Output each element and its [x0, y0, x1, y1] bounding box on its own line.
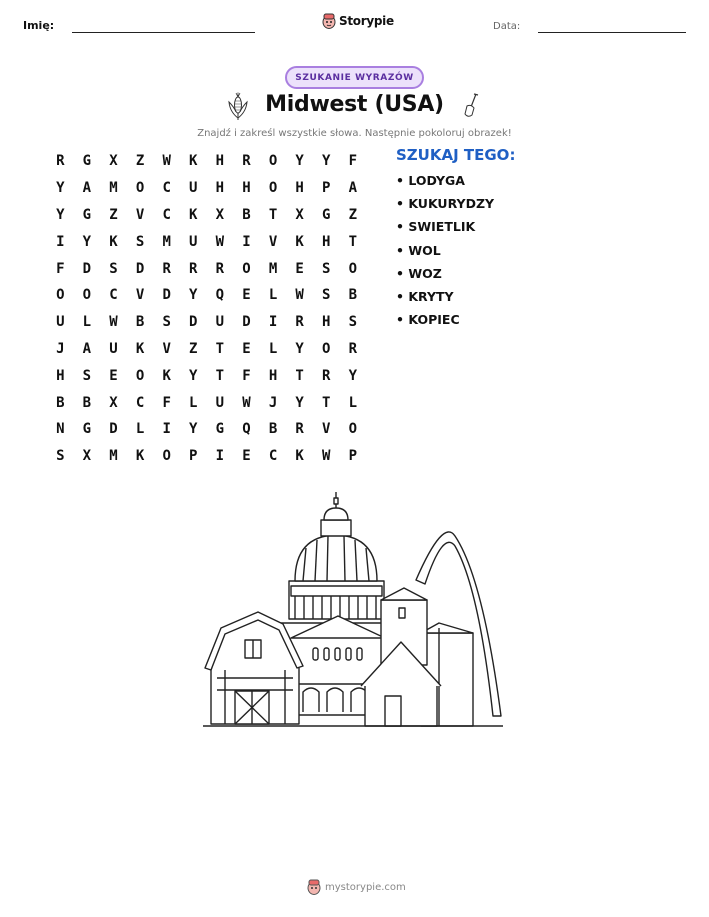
grid-letter[interactable]: E [109, 367, 118, 384]
grid-letter[interactable]: I [162, 421, 171, 438]
grid-letter[interactable]: X [215, 206, 225, 223]
grid-letter[interactable]: K [295, 448, 304, 465]
grid-letter[interactable]: D [109, 421, 118, 438]
grid-letter[interactable]: R [348, 340, 358, 357]
grid-letter[interactable]: E [242, 287, 251, 304]
footer [307, 879, 406, 895]
grid-row [47, 309, 366, 336]
grid-letter[interactable]: H [322, 314, 331, 331]
grid-letter[interactable]: R [322, 367, 331, 384]
grid-letter[interactable]: Y [189, 367, 198, 384]
grid-row [47, 175, 366, 202]
grid-letter[interactable]: C [162, 206, 171, 223]
grid-letter[interactable]: B [268, 421, 278, 438]
grid-letter[interactable]: R [162, 260, 171, 277]
grid-letter[interactable]: N [56, 421, 65, 438]
grid-letter[interactable]: R [215, 260, 225, 277]
instructions: Znajdź i zakreśl wszystkie słowa. Następnie pokoloruj obrazek! [197, 128, 512, 139]
grid-letter[interactable]: T [215, 340, 225, 357]
grid-letter[interactable]: K [162, 367, 171, 384]
grid-letter[interactable]: P [322, 180, 331, 197]
footer-url: mystorypie.com [325, 881, 406, 893]
word-item: • KOPIEC [396, 312, 460, 328]
grid-letter[interactable]: B [348, 287, 358, 304]
grid-letter[interactable]: E [242, 340, 251, 357]
grid-letter[interactable]: B [56, 394, 65, 411]
mascot-icon [322, 13, 336, 29]
grid-letter[interactable]: F [56, 260, 65, 277]
grid-letter[interactable]: W [242, 394, 251, 411]
grid-letter[interactable]: U [109, 340, 118, 357]
grid-letter[interactable]: S [109, 260, 118, 277]
word-search-grid[interactable] [47, 148, 366, 470]
grid-letter[interactable]: I [268, 314, 278, 331]
grid-letter[interactable]: A [82, 180, 92, 197]
grid-letter[interactable]: Y [295, 153, 304, 170]
grid-letter[interactable]: L [268, 340, 278, 357]
grid-letter[interactable]: M [268, 260, 278, 277]
grid-row [47, 389, 366, 416]
grid-letter[interactable]: Y [295, 394, 304, 411]
grid-letter[interactable]: C [135, 394, 145, 411]
grid-letter[interactable]: J [268, 394, 278, 411]
grid-letter[interactable]: R [295, 314, 304, 331]
grid-row [47, 255, 366, 282]
grid-letter[interactable]: L [135, 421, 145, 438]
grid-row [47, 362, 366, 389]
grid-letter[interactable]: Y [348, 367, 358, 384]
grid-letter[interactable]: Y [189, 421, 198, 438]
grid-row [47, 282, 366, 309]
grid-letter[interactable]: S [82, 367, 92, 384]
grid-letter[interactable]: M [109, 448, 118, 465]
grid-letter[interactable]: O [322, 340, 331, 357]
grid-letter[interactable]: I [242, 233, 251, 250]
grid-letter[interactable]: E [295, 260, 304, 277]
grid-letter[interactable]: A [82, 340, 92, 357]
name-label: Imię: [23, 19, 55, 32]
grid-letter[interactable]: T [295, 367, 304, 384]
grid-letter[interactable]: Y [189, 287, 198, 304]
grid-letter[interactable]: Y [295, 340, 304, 357]
grid-letter[interactable]: O [268, 180, 278, 197]
page-title: Midwest (USA) [265, 92, 444, 117]
grid-letter[interactable]: W [295, 287, 304, 304]
grid-letter[interactable]: L [82, 314, 92, 331]
grid-letter[interactable]: V [322, 421, 331, 438]
grid-letter[interactable]: U [215, 314, 225, 331]
grid-letter[interactable]: F [242, 367, 251, 384]
word-item: • KUKURYDZY [396, 196, 495, 212]
grid-letter[interactable]: O [242, 260, 251, 277]
grid-letter[interactable]: Q [215, 287, 225, 304]
grid-letter[interactable]: S [56, 448, 65, 465]
grid-letter[interactable]: D [242, 314, 251, 331]
grid-letter[interactable]: E [242, 448, 251, 465]
grid-letter[interactable]: O [162, 448, 171, 465]
grid-letter[interactable]: T [348, 233, 358, 250]
grid-letter[interactable]: T [268, 206, 278, 223]
grid-letter[interactable]: K [189, 206, 198, 223]
grid-letter[interactable]: O [82, 287, 92, 304]
grid-letter[interactable]: U [56, 314, 65, 331]
midwest-coloring-illustration[interactable] [203, 488, 508, 728]
mascot-icon [307, 879, 321, 895]
grid-row [47, 336, 366, 363]
grid-letter[interactable]: C [268, 448, 278, 465]
grid-letter[interactable]: X [109, 153, 118, 170]
grid-letter[interactable]: U [189, 180, 198, 197]
grid-letter[interactable]: F [348, 153, 358, 170]
grid-letter[interactable]: A [348, 180, 358, 197]
grid-letter[interactable]: O [135, 367, 145, 384]
word-item: • SWIETLIK [396, 219, 476, 235]
grid-letter[interactable]: V [268, 233, 278, 250]
grid-letter[interactable]: J [56, 340, 65, 357]
grid-letter[interactable]: K [109, 233, 118, 250]
grid-letter[interactable]: C [109, 287, 118, 304]
grid-letter[interactable]: O [135, 180, 145, 197]
grid-letter[interactable]: G [215, 421, 225, 438]
grid-letter[interactable]: M [109, 180, 118, 197]
grid-letter[interactable]: V [162, 340, 171, 357]
word-list-title: SZUKAJ TEGO: [396, 146, 516, 164]
grid-letter[interactable]: H [268, 367, 278, 384]
date-input-line[interactable] [538, 32, 686, 33]
grid-letter[interactable]: S [348, 314, 358, 331]
grid-letter[interactable]: D [135, 260, 145, 277]
grid-letter[interactable]: Z [189, 340, 198, 357]
grid-letter[interactable]: T [215, 367, 225, 384]
grid-letter[interactable]: K [295, 233, 304, 250]
grid-letter[interactable]: I [56, 233, 65, 250]
grid-letter[interactable]: H [322, 233, 331, 250]
grid-letter[interactable]: I [215, 448, 225, 465]
grid-letter[interactable]: B [82, 394, 92, 411]
word-item: • WOZ [396, 265, 442, 281]
grid-letter[interactable]: S [162, 314, 171, 331]
grid-letter[interactable]: O [268, 153, 278, 170]
grid-letter[interactable]: L [348, 394, 358, 411]
grid-letter[interactable]: L [268, 287, 278, 304]
grid-row [47, 443, 366, 470]
grid-letter[interactable]: Y [82, 233, 92, 250]
grid-letter[interactable]: X [82, 448, 92, 465]
grid-letter[interactable]: X [109, 394, 118, 411]
grid-letter[interactable]: U [215, 394, 225, 411]
grid-letter[interactable]: H [242, 180, 251, 197]
grid-letter[interactable]: F [162, 394, 171, 411]
grid-letter[interactable]: Z [348, 206, 358, 223]
grid-letter[interactable]: T [322, 394, 331, 411]
grid-letter[interactable]: L [189, 394, 198, 411]
grid-letter[interactable]: V [135, 287, 145, 304]
grid-letter[interactable]: Y [322, 153, 331, 170]
grid-letter[interactable]: P [189, 448, 198, 465]
grid-letter[interactable]: O [348, 260, 358, 277]
word-item: • KRYTY [396, 288, 454, 304]
grid-letter[interactable]: R [56, 153, 65, 170]
grid-letter[interactable]: B [135, 314, 145, 331]
grid-letter[interactable]: W [109, 314, 118, 331]
grid-letter[interactable]: R [242, 153, 251, 170]
grid-letter[interactable]: G [82, 421, 92, 438]
grid-letter[interactable]: W [162, 153, 171, 170]
grid-letter[interactable]: Y [56, 180, 65, 197]
grid-letter[interactable]: K [135, 340, 145, 357]
grid-letter[interactable]: D [189, 314, 198, 331]
grid-letter[interactable]: H [215, 180, 225, 197]
grid-letter[interactable]: S [322, 287, 331, 304]
grid-letter[interactable]: D [82, 260, 92, 277]
brand-name: Storypie [339, 14, 394, 28]
grid-letter[interactable]: G [82, 206, 92, 223]
grid-letter[interactable]: V [135, 206, 145, 223]
word-item: • WOL [396, 242, 441, 258]
grid-letter[interactable]: G [82, 153, 92, 170]
grid-letter[interactable]: M [162, 233, 171, 250]
grid-letter[interactable]: Q [242, 421, 251, 438]
word-list [396, 172, 494, 334]
name-input-line[interactable] [72, 32, 255, 33]
grid-letter[interactable]: K [189, 153, 198, 170]
category-badge: SZUKANIE WYRAZÓW [285, 66, 424, 89]
grid-letter[interactable]: O [348, 421, 358, 438]
grid-letter[interactable]: H [215, 153, 225, 170]
grid-letter[interactable]: Y [56, 206, 65, 223]
grid-letter[interactable]: W [322, 448, 331, 465]
word-item: • LODYGA [396, 173, 465, 188]
grid-letter[interactable]: X [295, 206, 304, 223]
grid-letter[interactable]: K [135, 448, 145, 465]
grid-letter[interactable]: O [56, 287, 65, 304]
grid-letter[interactable]: S [135, 233, 145, 250]
grid-letter[interactable]: C [162, 180, 171, 197]
grid-row [47, 228, 366, 255]
grid-letter[interactable]: G [322, 206, 331, 223]
grid-letter[interactable]: P [348, 448, 358, 465]
grid-letter[interactable]: H [56, 367, 65, 384]
grid-letter[interactable]: U [189, 233, 198, 250]
grid-letter[interactable]: W [215, 233, 225, 250]
grid-letter[interactable]: Z [135, 153, 145, 170]
grid-letter[interactable]: B [242, 206, 251, 223]
date-label: Data: [493, 21, 521, 32]
grid-letter[interactable]: D [162, 287, 171, 304]
grid-letter[interactable]: S [322, 260, 331, 277]
grid-row [47, 202, 366, 229]
grid-row [47, 148, 366, 175]
grid-letter[interactable]: R [189, 260, 198, 277]
brand-logo [322, 13, 394, 29]
grid-letter[interactable]: Z [109, 206, 118, 223]
grid-letter[interactable]: R [295, 421, 304, 438]
shovel-icon [462, 92, 482, 120]
grid-letter[interactable]: H [295, 180, 304, 197]
grid-row [47, 416, 366, 443]
